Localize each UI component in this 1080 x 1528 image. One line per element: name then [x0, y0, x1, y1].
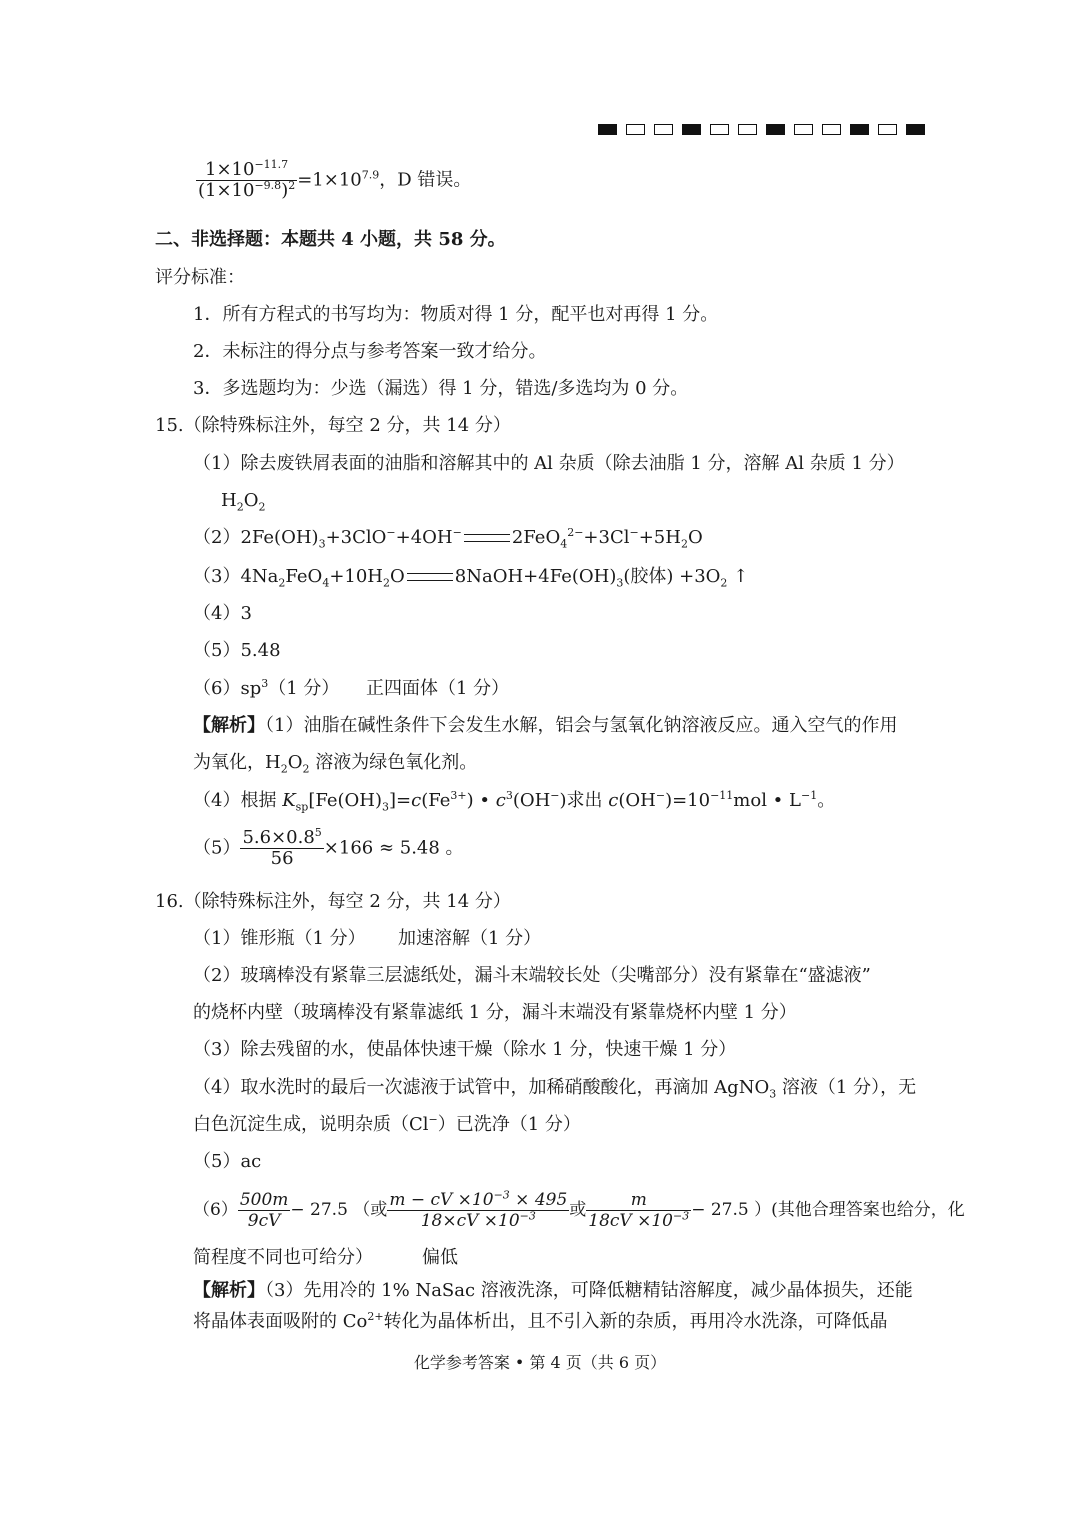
criteria-item-1: 1．所有方程式的书写均为：物质对得 1 分，配平也对再得 1 分。 [193, 304, 719, 325]
q16-analysis-3a: 【解析】（3）先用冷的 1% NaSac 溶液洗涤，可降低糖精钴溶解度，减少晶体损失，还能 [193, 1280, 913, 1301]
answer-6-fraction-1: $\frac{500m}{9cV}$ [239, 1190, 289, 1231]
analysis-5-fraction: $\frac{5.6\times 0.8^5}{56}$ [242, 826, 322, 869]
criteria-item-2: 2．未标注的得分点与参考答案一致才给分。 [193, 341, 547, 362]
q15-answer-4: （4）3 [193, 603, 252, 624]
header-square-pattern [598, 124, 925, 135]
q16-answer-4b: 白色沉淀生成，说明杂质（Cl−）已洗净（1 分） [193, 1113, 581, 1135]
header-square-3 [654, 124, 673, 135]
criteria-label: 评分标准： [155, 267, 245, 288]
header-square-5 [710, 124, 729, 135]
header-square-11 [878, 124, 897, 135]
q15-answer-6: $(6)sp^3(1$ 分） [193, 677, 340, 699]
q16-answer-3: （3）除去残留的水，使晶体快速干燥（除水 1 分，快速干燥 1 分） [193, 1039, 737, 1060]
top-formula-line: $\frac{1\times 10^{-11.7}}{(1\times 10^{-9.8})^2}$ $=1\times 10^{7.9}$，D 错误。 [198, 158, 472, 201]
header-square-7 [766, 124, 785, 135]
q15-answer-3-equation: $(3)4Na_2FeO_4+10H_2O$ $8NaOH+4Fe(OH)_3$(胶体) $+3O_2$ ↑ [193, 566, 749, 590]
q15-analysis-1b: 为氧化，$H_2O_2$ 溶液为绿色氧化剂。 [193, 752, 478, 776]
header-square-8 [794, 124, 813, 135]
q16-answer-5: （5）ac [193, 1151, 262, 1172]
equals-sign [407, 573, 453, 581]
header-square-6 [738, 124, 757, 135]
header-square-4 [682, 124, 701, 135]
q15-answer-1-h2o2: $H_2O_2$ [221, 490, 266, 514]
q15-answer-1: （1）除去废铁屑表面的油脂和溶解其中的 Al 杂质（除去油脂 1 分，溶解 Al 杂质 1 分） [193, 453, 905, 474]
q16-answer-6-result: 偏低 [422, 1247, 458, 1268]
q15-answer-2-equation: $(2)2Fe(OH)_3+3ClO^-+4OH^-$ $2FeO_4^{2-}+3Cl^-+5H_2O$ [193, 526, 703, 551]
q15-analysis-4: （4）根据 $K_{sp}[Fe(OH)_3]=c(Fe^{3+})$ • $c^3(OH^-)$求出 $c(OH^-)=10^{-11}mol$ • $L^{-1}$。 [193, 789, 836, 814]
page-footer: 化学参考答案 • 第 4 页（共 6 页） [413, 1353, 667, 1372]
header-square-9 [822, 124, 841, 135]
criteria-item-3: 3．多选题均为：少选（漏选）得 1 分，错选/多选均为 0 分。 [193, 378, 689, 399]
q16-header: 16.（除特殊标注外，每空 2 分，共 14 分） [155, 891, 511, 912]
q16-answer-2a: （2）玻璃棒没有紧靠三层滤纸处，漏斗末端较长处（尖嘴部分）没有紧靠在“盛滤液” [193, 965, 871, 986]
q15-header: 15.（除特殊标注外，每空 2 分，共 14 分） [155, 415, 511, 436]
q15-analysis-1: 【解析】（1）油脂在碱性条件下会发生水解，铝会与氢氧化钠溶液反应。通入空气的作用 [193, 715, 898, 736]
header-square-12 [906, 124, 925, 135]
q16-answer-6: （6） $\frac{500m}{9cV}$ − 27.5 （或 $\frac{m - cV \times 10^{-3} \times 495}{18\times cV \times 10^{-3}}$ 或 $\frac{m}{18cV \times 10^{-3}}$ − 27.5 ）(其他合理答案也给分，化 [193, 1188, 965, 1231]
q16-answer-6b: 简程度不同也可给分） [193, 1247, 373, 1268]
q15-answer-6-shape: 正四面体（1 分） [366, 678, 510, 699]
q16-answer-2b: 的烧杯内壁（玻璃棒没有紧靠滤纸 1 分，漏斗末端没有紧靠烧杯内壁 1 分） [193, 1002, 797, 1023]
header-square-10 [850, 124, 869, 135]
answer-6-fraction-3: $\frac{m}{18cV \times 10^{-3}}$ [588, 1190, 690, 1231]
q16-answer-1a: （1）锥形瓶（1 分） [193, 928, 366, 949]
answer-6-fraction-2: $\frac{m - cV \times 10^{-3} \times 495}{18\times cV \times 10^{-3}}$ [389, 1188, 568, 1231]
equals-sign [464, 534, 510, 542]
top-fraction: $\frac{1\times 10^{-11.7}}{(1\times 10^{-9.8})^2}$ [198, 158, 296, 201]
q15-analysis-5: （5） $\frac{5.6\times 0.8^5}{56}$ ×166 ≈ 5.48 。 [193, 826, 464, 869]
q15-answer-5: （5）5.48 [193, 640, 281, 661]
header-square-2 [626, 124, 645, 135]
q16-analysis-3b: 将晶体表面吸附的 $Co^{2+}$转化为晶体析出，且不引入新的杂质，再用冷水洗涤，可降低晶 [193, 1310, 888, 1332]
section-title: 二、非选择题：本题共 4 小题，共 58 分。 [155, 229, 506, 250]
q16-answer-1b: 加速溶解（1 分） [398, 928, 542, 949]
q16-answer-4a: （4）取水洗时的最后一次滤液于试管中，加稀硝酸酸化，再滴加 AgNO$_3$ 溶液（1 分），无 [193, 1077, 917, 1101]
header-square-1 [598, 124, 617, 135]
